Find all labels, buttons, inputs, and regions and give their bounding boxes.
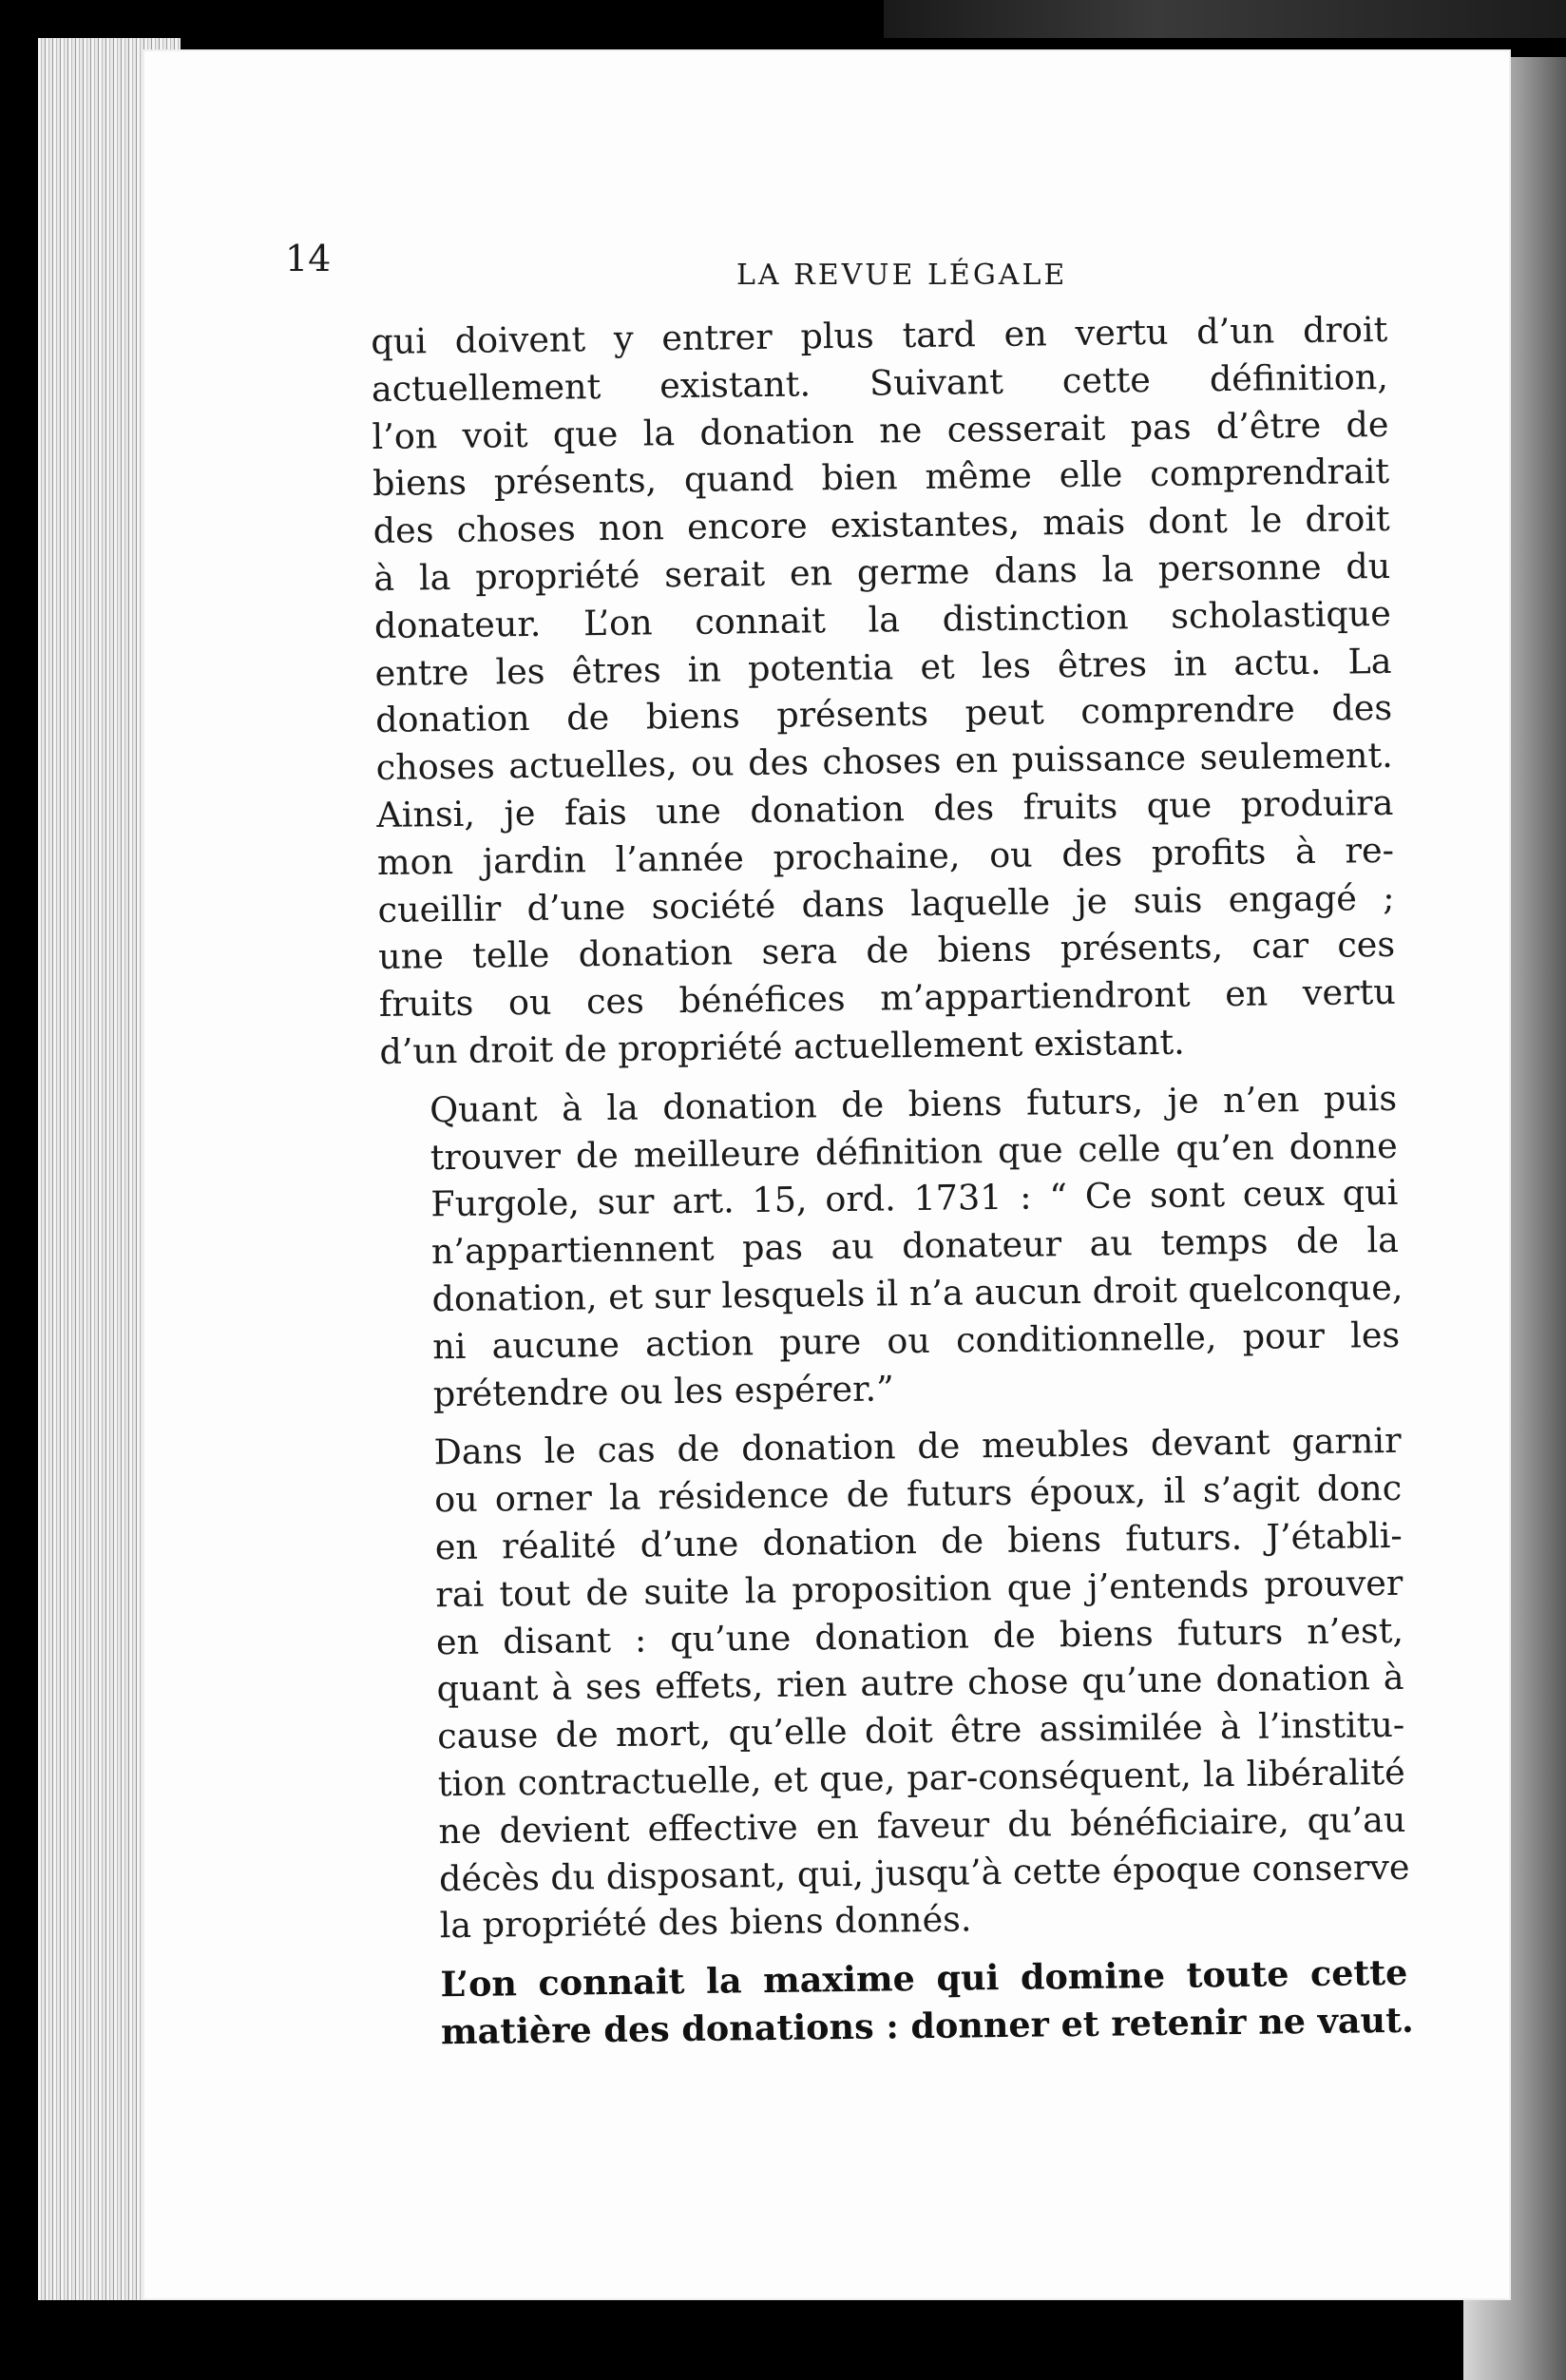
text-line: ou orner la résidence de futurs époux, il s’agit donc (433, 1467, 1403, 1521)
text-line: quant à ses effets, rien autre chose qu’une donation à (436, 1657, 1404, 1710)
paragraph-1 (371, 306, 1397, 1076)
text-line: Ainsi, je fais une donation des fruits que produira (376, 781, 1394, 835)
text-line: cueillir d’une société dans laquelle je suis engagé ; (377, 876, 1395, 931)
text-line: L’on connait la maxime qui domine toute cette (440, 1951, 1408, 2006)
text-line: donateur. L’on connait la distinction scholastique (373, 592, 1392, 646)
scan-border-top (884, 0, 1566, 38)
text-line: biens présents, quand bien même elle comprendrait (372, 451, 1390, 505)
page-number: 14 (285, 238, 332, 279)
text-line: actuellement existant. Suivant cette définition, (371, 355, 1389, 410)
text-line: ne devient effective en faveur du bénéficiaire, qu’au (438, 1798, 1406, 1852)
text-line: l’on voit que la donation ne cesserait pas d’être de (372, 403, 1389, 457)
text-line: qui doivent y entrer plus tard en vertu d’un droit (371, 308, 1388, 362)
paragraph-2 (380, 1075, 1404, 1419)
text-line: Quant à la donation de biens futurs, je n’en puis (429, 1077, 1398, 1131)
body-text (371, 306, 1414, 2057)
text-line: Furgole, sur art. 15, ord. 1731 : “ Ce sont ceux qui (430, 1172, 1399, 1225)
running-head: LA REVUE LÉGALE (736, 259, 1068, 292)
text-line: ni aucune action pure ou conditionnelle, pour les (431, 1314, 1401, 1368)
text-line: n’appartiennent pas au donateur au temps de la (430, 1219, 1400, 1273)
text-line: en réalité d’une donation de biens futurs. J’établi- (434, 1514, 1403, 1568)
text-line: choses actuelles, ou des choses en puissance seulement. (375, 735, 1393, 789)
text-line: d’un droit de propriété actuellement existant. (379, 1021, 1185, 1072)
text-line: trouver de meilleure définition que celle qu’en donne (430, 1124, 1398, 1178)
text-line: cause de mort, qu’elle doit être assimilée à l’institu- (436, 1703, 1405, 1757)
text-line: en disant : qu’une donation de biens futurs n’est, (435, 1609, 1404, 1662)
text-line: une telle donation sera de biens présents, car ces (377, 924, 1396, 978)
text-line: rai tout de suite la proposition que j’entends prouver (435, 1562, 1404, 1615)
text-line: des choses non encore existantes, mais dont le droit (372, 498, 1390, 552)
text-line: fruits ou ces bénéfices m’appartiendront en vertu (378, 971, 1396, 1026)
paragraph-4 (391, 1949, 1414, 2057)
text-line: prétendre ou les espérer.” (432, 1367, 895, 1414)
text-line: à la propriété serait en germe dans la personne du (373, 545, 1391, 599)
text-line: Dans le cas de donation de meubles devant garnir (433, 1420, 1402, 1473)
text-line: entre les êtres in potentia et les êtres in actu. La (374, 640, 1392, 694)
text-line: tion contractuelle, et que, par-conséquent, la libéralité (437, 1751, 1406, 1805)
text-line: mon jardin l’année prochaine, ou des profits à re- (376, 829, 1395, 883)
text-line: décès du disposant, qui, jusqu’à cette époque conserve (438, 1846, 1410, 1899)
text-line: la propriété des biens donnés. (439, 1898, 972, 1947)
text-line: donation de biens présents peut comprendre des (374, 687, 1393, 741)
text-line: donation, et sur lesquels il n’a aucun droit quelconque, (431, 1266, 1404, 1320)
paragraph-3 (384, 1417, 1410, 1950)
text-line: matière des donations : donner et retenir ne vaut. (440, 1999, 1414, 2053)
